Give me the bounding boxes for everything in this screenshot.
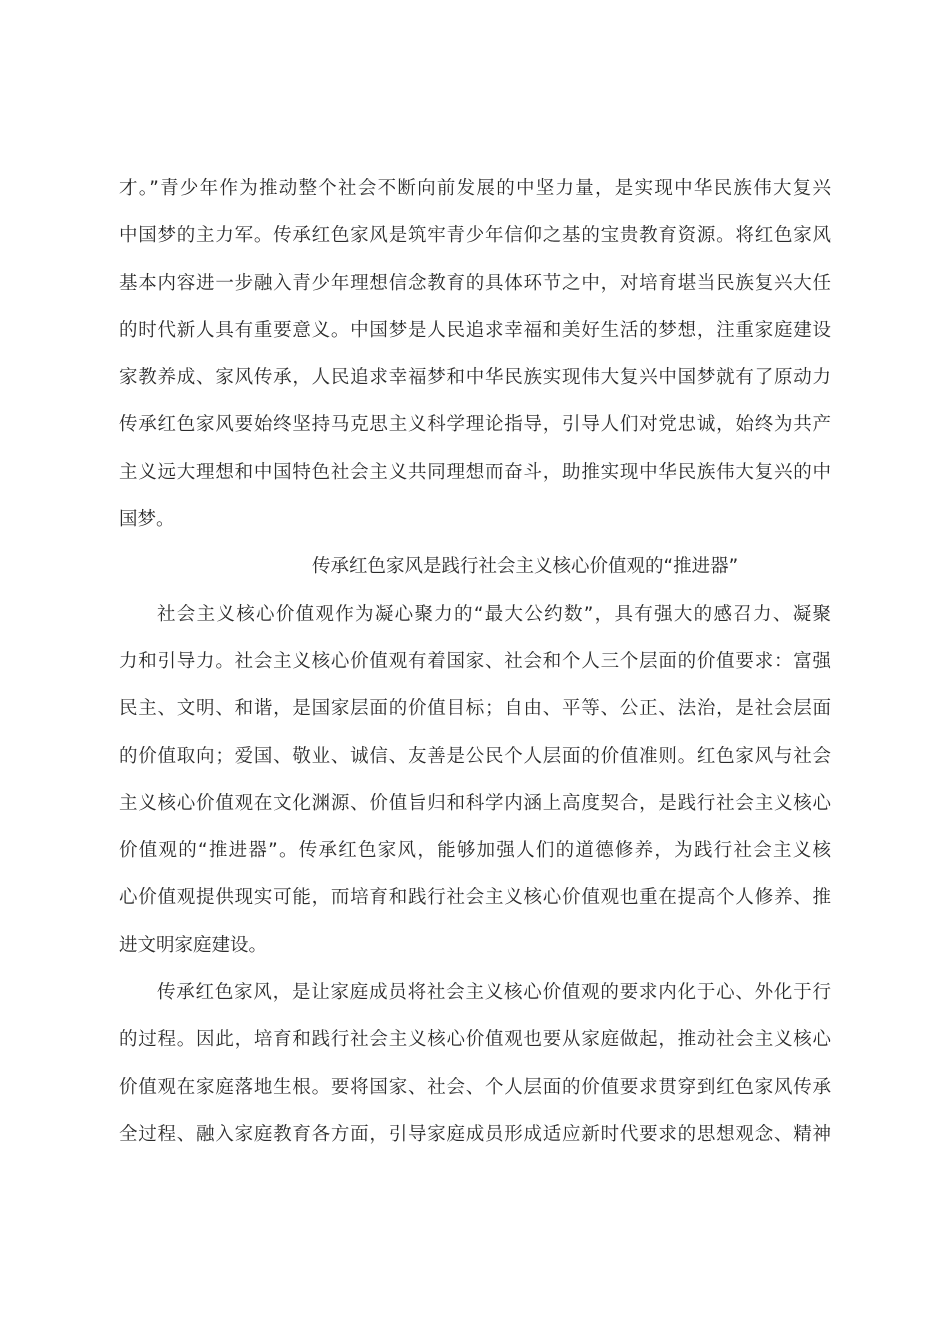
text-line: 社会主义核心价值观作为凝心聚力的“最大公约数”，具有强大的感召力、凝聚 [157, 603, 831, 625]
text-line: 价值观在家庭落地生根。要将国家、社会、个人层面的价值要求贯穿到红色家风传承 [119, 1076, 831, 1098]
text-line: 的价值取向；爱国、敬业、诚信、友善是公民个人层面的价值准则。红色家风与社会 [119, 745, 831, 767]
paragraph-red-family-tradition-chinese-dream [119, 165, 831, 543]
text-line: 才。”青少年作为推动整个社会不断向前发展的中坚力量，是实现中华民族伟大复兴 [119, 178, 831, 199]
text-line: 的时代新人具有重要意义。中国梦是人民追求幸福和美好生活的梦想，注重家庭建设 [119, 319, 831, 341]
document-body [119, 165, 831, 1158]
text-line: 传承红色家风要始终坚持马克思主义科学理论指导，引导人们对党忠诚，始终为共产 [119, 414, 831, 436]
text-line: 进文明家庭建设。 [119, 934, 268, 956]
text-line: 中国梦的主力军。传承红色家风是筑牢青少年信仰之基的宝贵教育资源。将红色家风 [119, 225, 831, 247]
text-line: 的过程。因此，培育和践行社会主义核心价值观也要从家庭做起，推动社会主义核心 [119, 1029, 831, 1051]
section-heading [119, 543, 831, 590]
text-line: 主义远大理想和中国特色社会主义共同理想而奋斗，助推实现中华民族伟大复兴的中 [119, 461, 831, 483]
text-line: 全过程、融入家庭教育各方面，引导家庭成员形成适应新时代要求的思想观念、精神 [119, 1123, 831, 1145]
text-line: 价值观的“推进器”。传承红色家风，能够加强人们的道德修养，为践行社会主义核 [119, 840, 831, 862]
paragraph-core-values-family [119, 969, 831, 1158]
text-line: 家教养成、家风传承，人民追求幸福梦和中华民族实现伟大复兴中国梦就有了原动力 [119, 367, 831, 389]
paragraph-core-values-intro [119, 591, 831, 969]
text-line: 力和引导力。社会主义核心价值观有着国家、社会和个人三个层面的价值要求：富强 [119, 650, 831, 672]
text-line: 传承红色家风，是让家庭成员将社会主义核心价值观的要求内化于心、外化于行 [157, 982, 831, 1004]
section-heading-text: 传承红色家风是践行社会主义核心价值观的“推进器” [312, 556, 739, 578]
text-line: 国梦。 [119, 509, 175, 531]
text-line: 基本内容进一步融入青少年理想信念教育的具体环节之中，对培育堪当民族复兴大任 [119, 272, 831, 294]
text-line: 民主、文明、和谐，是国家层面的价值目标；自由、平等、公正、法治，是社会层面 [119, 698, 831, 720]
text-line: 心价值观提供现实可能，而培育和践行社会主义核心价值观也重在提高个人修养、推 [119, 887, 831, 909]
text-line: 主义核心价值观在文化渊源、价值旨归和科学内涵上高度契合，是践行社会主义核心 [119, 792, 831, 814]
